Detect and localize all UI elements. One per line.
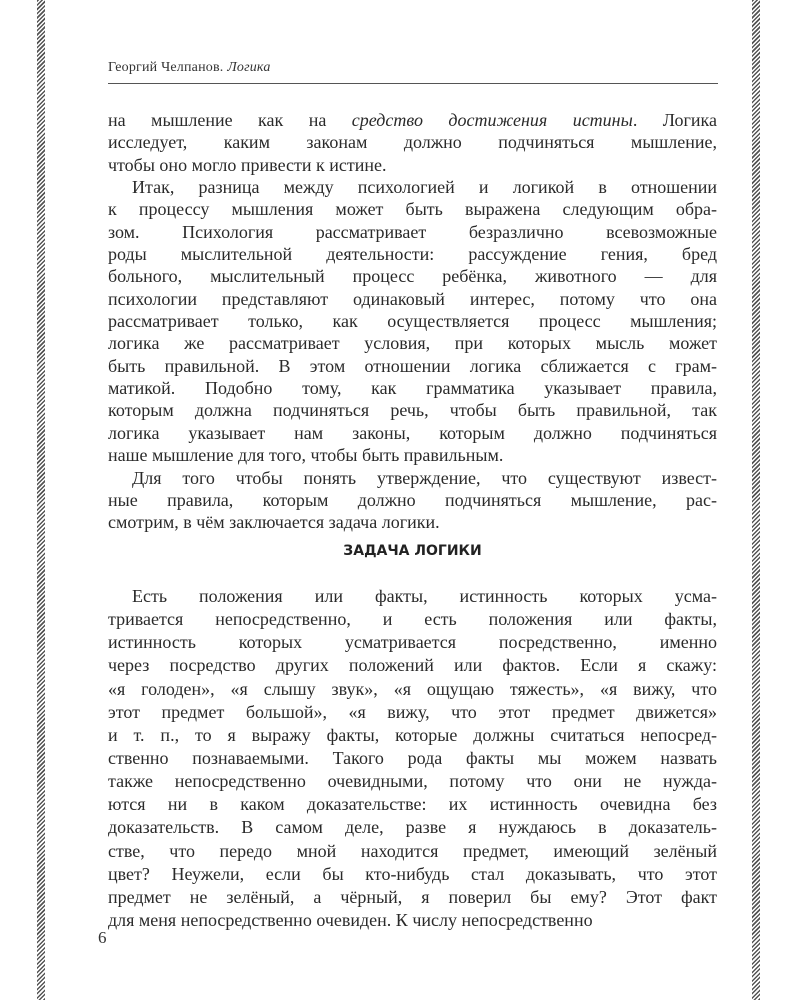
- text-line: смотрим, в чём заключается задача логики.: [108, 512, 440, 533]
- section-heading: ЗАДАЧА ЛОГИКИ: [343, 543, 482, 559]
- text-line: также непосредственно очевидными, потому что они не нужда-: [108, 771, 717, 792]
- page-number: 6: [98, 928, 107, 947]
- text-line: матикой. Подобно тому, как грамматика указывает правила,: [108, 378, 717, 399]
- text-line: и т. п., то я выражу факты, которые должны считаться непосред-: [108, 724, 717, 745]
- text-line: быть правильной. В этом отношении логика сближается с грам-: [108, 355, 717, 376]
- text-line: доказательств. В самом деле, разве я нуждаюсь в доказатель-: [108, 817, 717, 838]
- text-line: которым должна подчиняться речь, чтобы быть правильной, так: [108, 400, 717, 421]
- text-line: наше мышление для того, чтобы быть правильным.: [108, 445, 504, 466]
- running-header-author: Георгий Челпанов.: [108, 60, 224, 75]
- text-line: психологии представляют одинаковый интерес, потому что она: [108, 288, 717, 309]
- text-line: исследует, каким законам должно подчиняться мышление,: [108, 132, 717, 153]
- text-line: чтобы оно могло привести к истине.: [108, 154, 387, 175]
- text-line: Итак, разница между психологией и логикой в отношении: [132, 177, 717, 198]
- text-line: стве, что передо мной находится предмет, имеющий зелёный: [108, 840, 717, 861]
- text-line: роды мыслительной деятельности: рассуждение гения, бред: [108, 244, 717, 265]
- text-line: этот предмет большой», «я вижу, что этот предмет движется»: [108, 701, 717, 722]
- text-line: больного, мыслительный процесс ребёнка, животного — для: [108, 266, 717, 287]
- text-line: предмет не зелёный, а чёрный, я поверил бы ему? Этот факт: [108, 886, 717, 907]
- body-text-bottom: [108, 585, 717, 932]
- text-line: цвет? Неужели, если бы кто-нибудь стал доказывать, что этот: [108, 863, 717, 884]
- text-line: для меня непосредственно очевиден. К числу непосредственно: [108, 909, 593, 930]
- text-line: к процессу мышления может быть выражена следующим обра-: [108, 199, 717, 220]
- text-line: «я голоден», «я слышу звук», «я ощущаю тяжесть», «я вижу, что: [108, 678, 717, 699]
- text-segment: . Логика: [632, 110, 717, 130]
- text-line: зом. Психология рассматривает безразлично всевозможные: [108, 221, 717, 242]
- header-rule: [108, 83, 718, 84]
- text-line: истинность которых усматривается посредственно, именно: [108, 632, 717, 653]
- text-line: через посредство других положений или фактов. Если я скажу:: [108, 655, 717, 676]
- text-line: тривается непосредственно, и есть положения или факты,: [108, 609, 717, 630]
- text-line: ются ни в каком доказательстве: их истинность очевидна без: [108, 794, 717, 815]
- text-line: ственно познаваемыми. Такого рода факты мы можем назвать: [108, 747, 717, 768]
- text-line: Есть положения или факты, истинность которых усма-: [132, 586, 717, 606]
- running-header-title: Логика: [227, 60, 271, 75]
- text-segment: на мышление как на: [108, 110, 352, 130]
- running-header: [108, 60, 271, 76]
- text-line: Для того чтобы понять утверждение, что существуют извест-: [132, 467, 717, 488]
- text-line: ные правила, которым должно подчиняться мышление, рас-: [108, 489, 717, 510]
- italic-emphasis: средство достижения истины: [351, 110, 633, 130]
- text-line: логика же рассматривает условия, при которых мысль может: [108, 333, 717, 354]
- text-line: рассматривает только, как осуществляется процесс мышления;: [108, 311, 717, 332]
- text-line: [108, 109, 717, 131]
- page-edge-left: [37, 0, 45, 1000]
- page-edge-right: [752, 0, 760, 1000]
- text-line: логика указывает нам законы, которым должно подчиняться: [108, 422, 717, 443]
- body-text-top: [108, 109, 717, 534]
